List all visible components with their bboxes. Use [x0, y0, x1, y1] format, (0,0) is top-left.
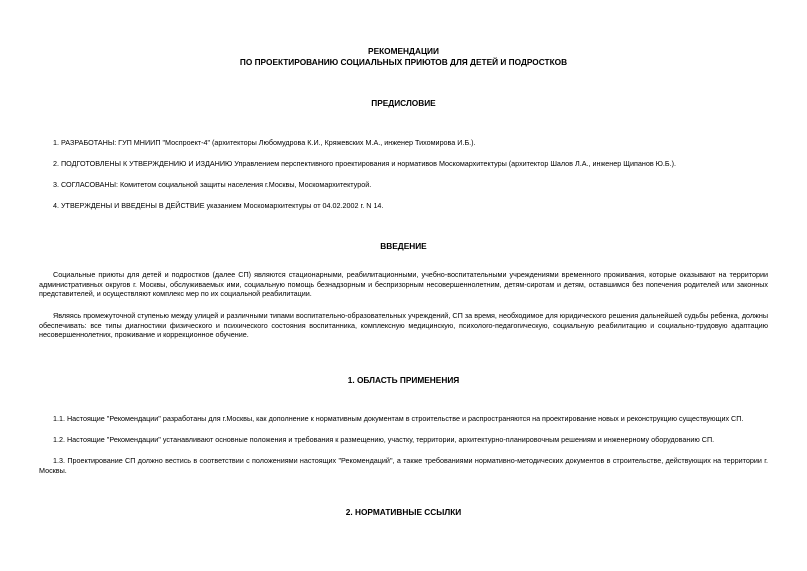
text-line: несовершеннолетних, проживание и коррекционное обучение. [39, 330, 249, 340]
document-title-line-1: РЕКОМЕНДАЦИИ [368, 46, 439, 56]
text-line: обеспечивать: все типы диагностики физического и психического состояния воспитанника, комплексную медицинскую, психолого-педагогическую, социальную реабилитацию и социально-трудовую адаптацию [39, 320, 768, 330]
foreword-item-2: 2. ПОДГОТОВЛЕНЫ К УТВЕРЖДЕНИЮ И ИЗДАНИЮ Управлением перспективного проектирования и нормативов Москомархитектуры (архитектор Шалов Л.А., инженер Щипанов Ю.Б.). [53, 159, 677, 168]
text-line: Москвы. [39, 465, 67, 475]
introduction-paragraph-1 [39, 270, 768, 299]
text-line: 1.3. Проектирование СП должно вестись в соответствии с положениями настоящих "Рекомендаций", а также требованиями нормативно-методических документов в строительстве, действующих на территории г. [53, 456, 768, 465]
section-1-heading: 1. ОБЛАСТЬ ПРИМЕНЕНИЯ [347, 375, 460, 385]
text-line: представителей, и осуществляют комплекс мер по их социальной реабилитации. [39, 289, 312, 299]
section-1-item-3 [39, 456, 768, 475]
introduction-paragraph-2 [39, 311, 768, 340]
text-line: Социальные приюты для детей и подростков (далее СП) являются стационарными, реабилитационными, учебно-воспитательными учреждениями временного проживания, которые оказывают на территории [53, 270, 768, 279]
text-line: административных округов г. Москвы, обслуживаемых ими, социальную помощь безнадзорным и беспризорным несовершеннолетним, детям-сиротам и детям, оставшимся без попечения родителей или законных [39, 279, 768, 289]
section-1-item-1: 1.1. Настоящие "Рекомендации" разработаны для г.Москвы, как дополнение к нормативным документам в строительстве и распространяются на проектирование новых и реконструкцию существующих СП. [53, 414, 744, 423]
section-2-heading: 2. НОРМАТИВНЫЕ ССЫЛКИ [345, 507, 462, 517]
document-title-line-2: ПО ПРОЕКТИРОВАНИЮ СОЦИАЛЬНЫХ ПРИЮТОВ ДЛЯ ДЕТЕЙ И ПОДРОСТКОВ [239, 57, 568, 67]
foreword-item-4: 4. УТВЕРЖДЕНЫ И ВВЕДЕНЫ В ДЕЙСТВИЕ указанием Москомархитектуры от 04.02.2002 г. N 14. [53, 201, 384, 210]
foreword-item-1: 1. РАЗРАБОТАНЫ: ГУП МНИИП "Моспроект-4" (архитекторы Любомудрова К.И., Кряжевских М.А., инженер Тихомирова И.Б.). [53, 138, 476, 147]
introduction-heading: ВВЕДЕНИЕ [380, 241, 427, 251]
foreword-heading: ПРЕДИСЛОВИЕ [371, 98, 436, 108]
section-1-item-2: 1.2. Настоящие "Рекомендации" устанавливают основные положения и требования к размещению, участку, территории, архитектурно-планировочным решениям и инженерному оборудованию СП. [53, 435, 715, 444]
text-line: Являясь промежуточной ступенью между улицей и различными типами воспитательно-образовательных учреждений, СП за время, необходимое для юридического решения дальнейшей судьбы ребенка, должны [53, 311, 768, 320]
foreword-item-3: 3. СОГЛАСОВАНЫ: Комитетом социальной защиты населения г.Москвы, Москомархитектурой. [53, 180, 372, 189]
